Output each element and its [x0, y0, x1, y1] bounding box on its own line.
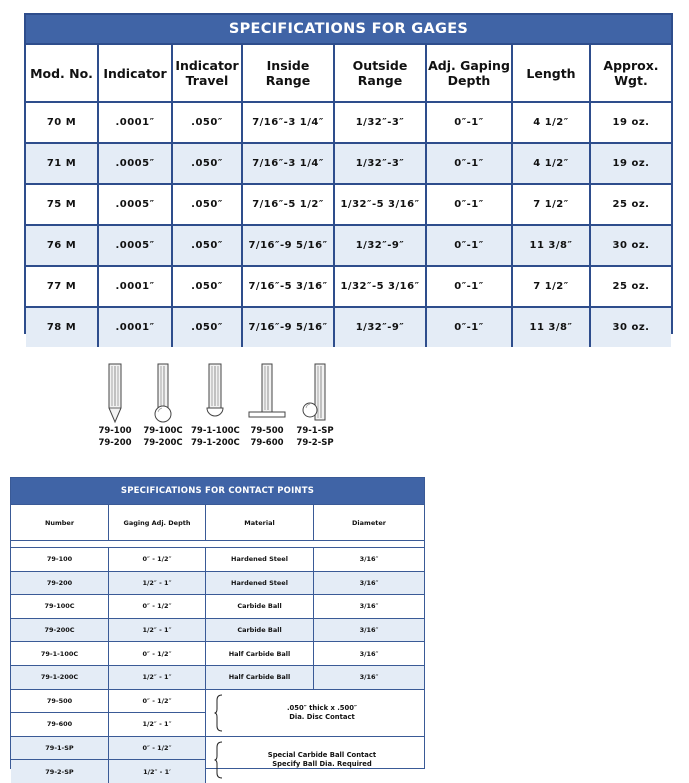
contacts-table-title: SPECIFICATIONS FOR CONTACT POINTS	[11, 478, 424, 504]
cell-gaping-depth: 0″-1″	[425, 267, 511, 306]
header-outside-range: Outside Range	[333, 45, 425, 101]
cell-depth: 0″ - 1/2″	[108, 737, 205, 760]
cell-depth: 0″ - 1/2″	[108, 548, 205, 571]
table-row	[11, 665, 424, 689]
cell-inside-range: 7/16″-9 5/16″	[241, 308, 333, 347]
cell-inside-range: 7/16″-9 5/16″	[241, 226, 333, 265]
gages-table-title: SPECIFICATIONS FOR GAGES	[26, 15, 671, 43]
cell-number: 79-2-SP	[45, 767, 74, 776]
cell-travel: .050″	[171, 144, 241, 183]
table-row	[11, 641, 424, 665]
cell-travel: .050″	[171, 267, 241, 306]
header-indicator-travel: Indicator Travel	[171, 45, 241, 101]
cell-number: 79-600	[46, 720, 73, 729]
side-ball-point-icon	[295, 362, 335, 424]
cell-material: Hardened Steel	[205, 548, 313, 571]
header-inside-range: Inside Range	[241, 45, 333, 101]
cell-length: 11 3/8″	[511, 308, 589, 347]
cell-outside-range: 1/32″-5 3/16″	[333, 267, 425, 306]
cell-mod-no: 76 M	[46, 240, 77, 251]
table-row	[11, 759, 205, 783]
cell-weight: 25 oz.	[589, 185, 671, 224]
table-row	[11, 690, 205, 713]
header-diameter: Diameter	[313, 505, 424, 540]
cell-depth: 0″ - 1/2″	[108, 642, 205, 665]
cell-mod-no: 70 M	[46, 117, 77, 128]
table-row	[26, 265, 671, 306]
ball-point-icon	[148, 362, 178, 424]
cell-number: 79-200	[46, 578, 73, 587]
cell-outside-range: 1/32″-5 3/16″	[333, 185, 425, 224]
cell-outside-range: 1/32″-9″	[333, 308, 425, 347]
cell-gaping-depth: 0″-1″	[425, 185, 511, 224]
header-approx-wgt: Approx. Wgt.	[589, 45, 671, 101]
cell-mod-no: 77 M	[46, 281, 77, 292]
cell-number: 79-1-SP	[45, 744, 74, 753]
cell-material: Half Carbide Ball	[205, 642, 313, 665]
cell-inside-range: 7/16″-3 1/4″	[241, 144, 333, 183]
cell-length: 4 1/2″	[511, 103, 589, 142]
contacts-header-row	[11, 504, 424, 540]
illustration-79-1-sp	[291, 362, 339, 448]
illustration-label: 79-200C	[143, 438, 183, 448]
header-material: Material	[205, 505, 313, 540]
gages-spec-table	[24, 13, 673, 334]
cell-depth: 1/2″ - 1″	[108, 572, 205, 595]
illustration-label: 79-2-SP	[296, 438, 334, 448]
illustration-label: 79-1-200C	[191, 438, 240, 448]
cell-indicator: .0005″	[97, 185, 171, 224]
cell-travel: .050″	[171, 185, 241, 224]
cell-indicator: .0001″	[97, 103, 171, 142]
illustration-79-500	[243, 362, 291, 448]
illustration-label: 79-100C	[143, 426, 183, 436]
cell-travel: .050″	[171, 226, 241, 265]
cell-gaping-depth: 0″-1″	[425, 308, 511, 347]
table-row	[11, 618, 424, 642]
header-indicator: Indicator	[97, 45, 171, 101]
header-adj-gaping-depth: Adj. Gaping Depth	[425, 45, 511, 101]
cell-weight: 19 oz.	[589, 103, 671, 142]
cell-diameter: 3/16″	[313, 572, 424, 595]
cell-mod-no: 71 M	[46, 158, 77, 169]
cell-material: Carbide Ball	[205, 619, 313, 642]
illustration-label: 79-100	[98, 426, 132, 436]
cell-diameter: 3/16″	[313, 666, 424, 689]
header-number: Number	[44, 518, 75, 527]
cell-gaping-depth: 0″-1″	[425, 226, 511, 265]
cell-travel: .050″	[171, 103, 241, 142]
illustration-label: 79-600	[250, 438, 284, 448]
cell-material: Half Carbide Ball	[205, 666, 313, 689]
cell-number: 79-100	[46, 555, 73, 564]
cell-indicator: .0005″	[97, 226, 171, 265]
table-row	[11, 712, 205, 736]
header-gaging-adj-depth: Gaging Adj. Depth	[108, 505, 205, 540]
merged-description-cell	[205, 737, 424, 783]
cell-material: Carbide Ball	[205, 595, 313, 618]
table-row	[11, 571, 424, 595]
table-row	[26, 101, 671, 142]
cell-indicator: .0001″	[97, 308, 171, 347]
description-line: Dia. Disc Contact	[289, 712, 355, 721]
table-row	[11, 737, 205, 760]
cell-weight: 30 oz.	[589, 226, 671, 265]
curly-brace-icon	[214, 741, 224, 779]
cell-outside-range: 1/32″-3″	[333, 144, 425, 183]
cell-inside-range: 7/16″-3 1/4″	[241, 103, 333, 142]
header-length: Length	[511, 45, 589, 101]
illustration-79-1-100c	[191, 362, 239, 448]
description-line: .050″ thick x .500″	[286, 703, 358, 712]
disc-contact-group	[11, 689, 424, 736]
contact-points-spec-table	[10, 477, 425, 776]
cell-weight: 25 oz.	[589, 267, 671, 306]
cell-material: Hardened Steel	[205, 572, 313, 595]
cell-weight: 30 oz.	[589, 308, 671, 347]
half-ball-point-icon	[200, 362, 230, 424]
cell-diameter: 3/16″	[313, 619, 424, 642]
cell-travel: .050″	[171, 308, 241, 347]
description-line: Special Carbide Ball Contact	[267, 750, 377, 759]
cell-indicator: .0005″	[97, 144, 171, 183]
description-line: Specify Ball Dia. Required	[272, 759, 372, 768]
cell-number: 79-200C	[44, 626, 75, 635]
merged-description-cell	[205, 690, 424, 736]
cell-length: 7 1/2″	[511, 267, 589, 306]
cell-gaping-depth: 0″-1″	[425, 144, 511, 183]
cell-length: 4 1/2″	[511, 144, 589, 183]
special-ball-contact-group	[11, 736, 424, 783]
cell-mod-no: 75 M	[46, 199, 77, 210]
cell-number: 79-1-100C	[40, 649, 79, 658]
illustration-label: 79-1-100C	[191, 426, 240, 436]
cell-depth: 1/2″ - 1″	[108, 619, 205, 642]
cell-number: 79-1-200C	[40, 673, 79, 682]
cell-depth: 1/2″ - 1″	[108, 713, 205, 736]
cone-point-icon	[100, 362, 130, 424]
cell-outside-range: 1/32″-9″	[333, 226, 425, 265]
cell-depth: 0″ - 1/2″	[108, 595, 205, 618]
cell-indicator: .0001″	[97, 267, 171, 306]
curly-brace-icon	[214, 694, 224, 732]
gages-header-row	[26, 43, 671, 101]
cell-number: 79-100C	[44, 602, 75, 611]
cell-length: 11 3/8″	[511, 226, 589, 265]
cell-mod-no: 78 M	[46, 322, 77, 333]
cell-gaping-depth: 0″-1″	[425, 103, 511, 142]
illustration-label: 79-1-SP	[296, 426, 334, 436]
cell-inside-range: 7/16″-5 3/16″	[241, 267, 333, 306]
table-row	[26, 224, 671, 265]
cell-outside-range: 1/32″-3″	[333, 103, 425, 142]
cell-depth: 1/2″ - 1″	[108, 666, 205, 689]
cell-number: 79-500	[46, 696, 73, 705]
table-row	[11, 547, 424, 571]
illustration-label: 79-200	[98, 438, 132, 448]
cell-diameter: 3/16″	[313, 548, 424, 571]
cell-inside-range: 7/16″-5 1/2″	[241, 185, 333, 224]
contact-point-illustrations	[95, 362, 335, 466]
illustration-label: 79-500	[250, 426, 284, 436]
disc-point-icon	[247, 362, 287, 424]
table-row	[26, 183, 671, 224]
table-row	[11, 594, 424, 618]
cell-length: 7 1/2″	[511, 185, 589, 224]
illustration-79-100	[91, 362, 139, 448]
table-row	[26, 142, 671, 183]
cell-depth: 0″ - 1/2″	[108, 690, 205, 713]
table-row	[26, 306, 671, 347]
cell-diameter: 3/16″	[313, 642, 424, 665]
cell-diameter: 3/16″	[313, 595, 424, 618]
spacer-row	[11, 540, 424, 547]
cell-weight: 19 oz.	[589, 144, 671, 183]
illustration-79-100c	[139, 362, 187, 448]
header-mod-no: Mod. No.	[30, 65, 93, 81]
cell-depth: 1/2″ - 1′	[108, 760, 205, 783]
